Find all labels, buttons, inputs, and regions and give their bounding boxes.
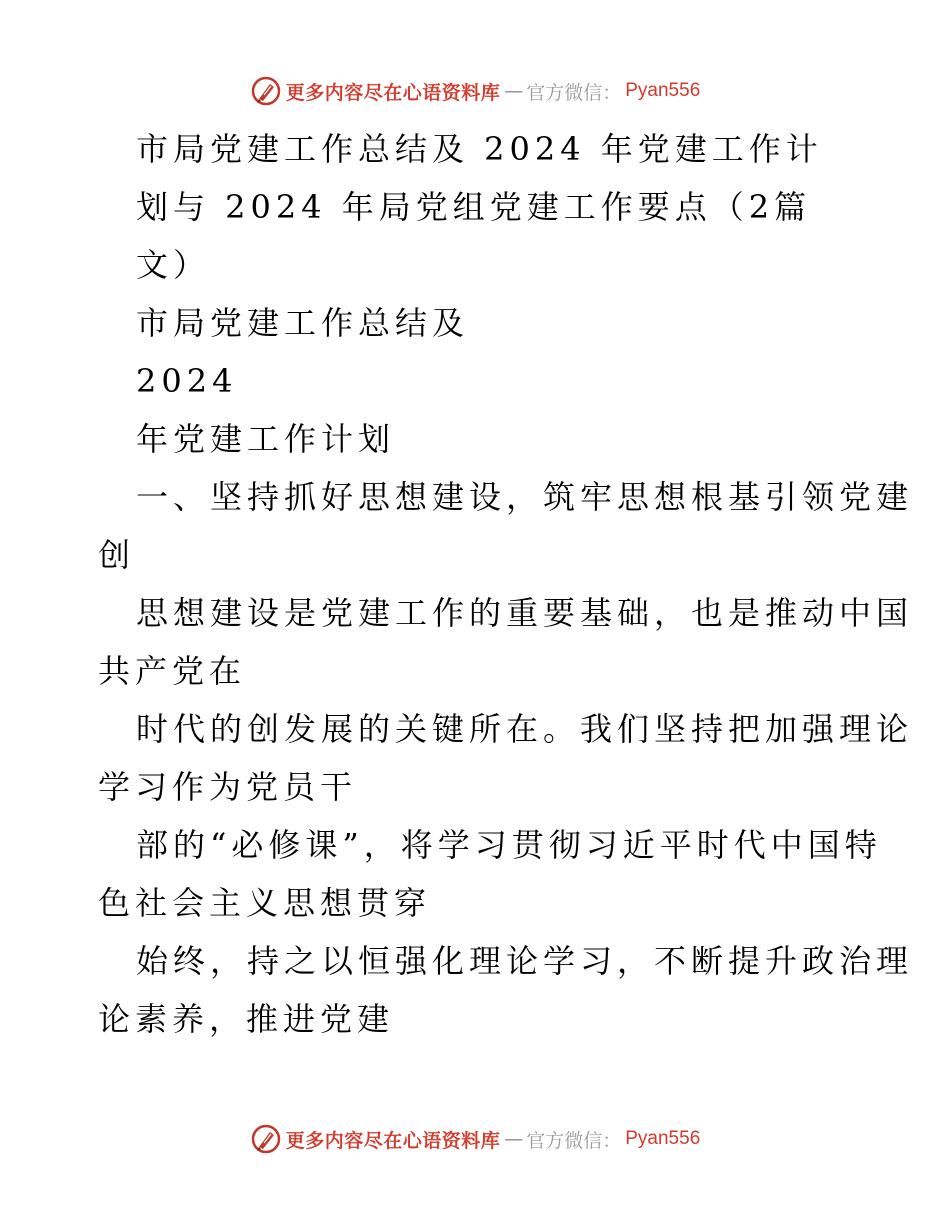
doc-subtitle-line-3: 年党建工作计划	[136, 420, 396, 458]
watermark-wechat-id: Pyan556	[625, 80, 701, 101]
doc-title-line-2: 划与 2024 年局党组党建工作要点（2篇	[136, 188, 812, 226]
document-body	[98, 120, 914, 1048]
watermark-banner-top	[0, 71, 950, 111]
doc-paragraph-line: 论素养，推进党建	[98, 1000, 395, 1038]
doc-section-heading-line-2: 创	[98, 536, 136, 574]
watermark-dash: —	[504, 1128, 523, 1150]
doc-title-line-1: 市局党建工作总结及 2024 年党建工作计	[136, 130, 823, 168]
doc-paragraph-line: 学习作为党员干	[98, 768, 358, 806]
quill-logo-icon	[250, 1123, 282, 1155]
watermark-lead-text: 更多内容尽在心语资料库	[285, 1129, 501, 1152]
watermark-wechat-label: 官方微信：	[526, 81, 622, 104]
watermark-wechat-id: Pyan556	[625, 1128, 701, 1149]
doc-section-heading-line-1: 一、坚持抓好思想建设，筑牢思想根基引领党建	[136, 478, 914, 516]
doc-subtitle-line-1: 市局党建工作总结及	[136, 304, 470, 342]
watermark-banner-bottom	[0, 1119, 950, 1159]
doc-paragraph-line: 色社会主义思想贯穿	[98, 884, 432, 922]
doc-paragraph-line: 思想建设是党建工作的重要基础，也是推动中国	[136, 594, 914, 632]
doc-paragraph-line: 部的“必修课”，将学习贯彻习近平时代中国特	[136, 826, 882, 864]
quill-logo-icon	[250, 75, 282, 107]
watermark-dash: —	[504, 80, 523, 102]
watermark-lead-text: 更多内容尽在心语资料库	[285, 81, 501, 104]
doc-subtitle-line-2: 2024	[136, 362, 238, 400]
doc-paragraph-line: 始终，持之以恒强化理论学习，不断提升政治理	[136, 942, 914, 980]
doc-title-line-3: 文）	[136, 246, 211, 284]
doc-paragraph-line: 共产党在	[98, 652, 247, 690]
watermark-wechat-label: 官方微信：	[526, 1129, 622, 1152]
doc-paragraph-line: 时代的创发展的关键所在。我们坚持把加强理论	[136, 710, 914, 748]
watermark-banner-content	[250, 1123, 701, 1155]
watermark-banner-content	[250, 75, 701, 107]
